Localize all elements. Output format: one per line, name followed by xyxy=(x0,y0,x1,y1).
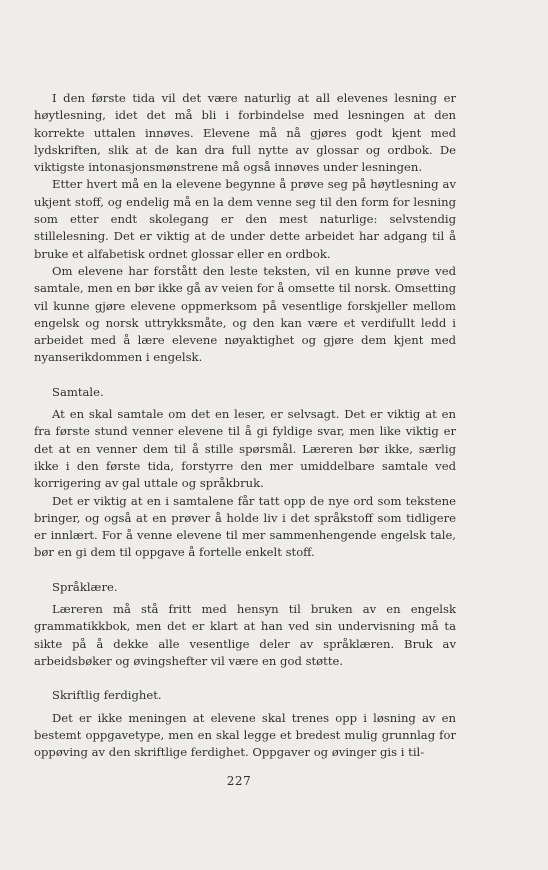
page-number: 227 xyxy=(226,774,252,788)
paragraph: I den første tida vil det være naturlig at all elevenes lesning er høytlesning, idet det må bli i forbindelse med lesningen at den korrekte uttalen innøves. Elevene må nå gjøres godt kjent med lydskriften, slik at de kan dra full nytte av glossar og ordbok. De viktigste intonasjonsmønstrene må også innøves under lesningen. xyxy=(34,91,456,175)
body-text xyxy=(34,90,456,761)
paragraph: At en skal samtale om det en leser, er selvsagt. Det er viktig at en fra første stund venner elevene til å gi fyldige svar, men like viktig er det at en venner dem til å stille spørsmål. Læreren bør ikke, særlig ikke i den første tida, forstyrre den mer umiddelbare samtale ved korrigering av gal uttale og språkbruk. xyxy=(34,407,456,491)
paragraph: Læreren må stå fritt med hensyn til bruken av en engelsk grammatikkbok, men det er klart at han ved sin undervisning må ta sikte på å dekke alle vesentlige deler av språklæren. Bruk av arbeidsbøker og øvingshefter vil være en god støtte. xyxy=(34,602,456,668)
paragraph: Det er viktig at en i samtalene får tatt opp de nye ord som tekstene bringer, og også at en prøver å holde liv i det språkstoff som tidligere er innlært. For å venne elevene til mer sammenhengende engelsk tale, bør en gi dem til oppgave å fortelle enkelt stoff. xyxy=(34,493,456,560)
section-heading-skriftlig: Skriftlig ferdighet. xyxy=(52,688,162,703)
section-heading-spraklaere: Språklære. xyxy=(52,579,118,594)
paragraph: Det er ikke meningen at elevene skal trenes opp i løsning av en bestemt oppgavetype, men en skal legge et bredest mulig grunnlag for oppøving av den skriftlige ferdighet. Oppgaver og øvinger gis i til- xyxy=(34,710,456,760)
paragraph: Etter hvert må en la elevene begynne å prøve seg på høytlesning av ukjent stoff, og endelig må en la dem venne seg til den form for lesning som etter endt skolegang er den mest naturlige: selvstendig stillelesning. Det er viktig at de under dette arbeidet har adgang til å bruke et alfabetisk ordnet glossar eller en ordbok. xyxy=(34,177,456,261)
paragraph: Om elevene har forstått den leste teksten, vil en kunne prøve ved samtale, men en bør ikke gå av veien for å omsette til norsk. Omsetting vil kunne gjøre elevene oppmerksom på vesentlige forskjeller mellom engelsk og norsk uttrykksmåte, og den kan være et verdifullt ledd i arbeidet med å lære elevene nøyaktighet og gjøre dem kjent med nyanserikdommen i engelsk. xyxy=(34,263,456,365)
section-heading-samtale: Samtale. xyxy=(52,384,104,399)
